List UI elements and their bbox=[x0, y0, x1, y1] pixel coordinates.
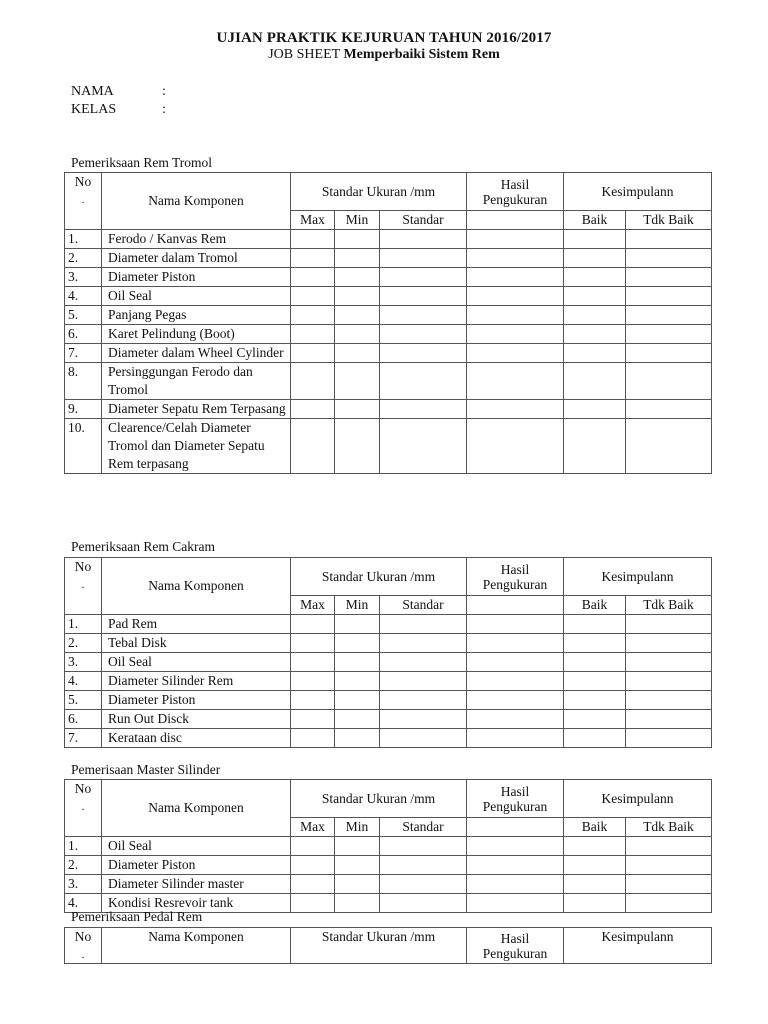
header-component-name: Nama Komponen bbox=[102, 558, 291, 615]
table-row bbox=[65, 400, 712, 419]
table-disc-brake bbox=[64, 557, 712, 748]
class-label: KELAS bbox=[71, 102, 117, 117]
min-cell[interactable] bbox=[335, 344, 380, 363]
header-result-line2: Pengukuran bbox=[482, 191, 548, 207]
min-cell[interactable] bbox=[335, 634, 380, 653]
min-cell[interactable] bbox=[335, 691, 380, 710]
good-cell[interactable] bbox=[564, 837, 626, 856]
row-number: 3. bbox=[65, 875, 102, 894]
header-max: Max bbox=[291, 596, 335, 615]
table-drum-brake bbox=[64, 172, 712, 474]
min-cell[interactable] bbox=[335, 306, 380, 325]
result-cell[interactable] bbox=[467, 710, 564, 729]
min-cell[interactable] bbox=[335, 287, 380, 306]
standard-cell[interactable] bbox=[380, 400, 467, 419]
row-number: 3. bbox=[65, 653, 102, 672]
header-result-line2: Pengukuran bbox=[482, 945, 548, 961]
standard-cell[interactable] bbox=[380, 419, 467, 474]
row-number: 2. bbox=[65, 249, 102, 268]
good-cell[interactable] bbox=[564, 400, 626, 419]
header-no-dot: . bbox=[81, 194, 85, 206]
good-cell[interactable] bbox=[564, 419, 626, 474]
min-cell[interactable] bbox=[335, 856, 380, 875]
row-number: 10. bbox=[65, 419, 102, 474]
max-cell[interactable] bbox=[291, 249, 335, 268]
row-number: 1. bbox=[65, 615, 102, 634]
table-row bbox=[65, 325, 712, 344]
table-row bbox=[65, 615, 712, 634]
result-cell[interactable] bbox=[467, 856, 564, 875]
not-good-cell[interactable] bbox=[626, 653, 712, 672]
table-row bbox=[65, 634, 712, 653]
not-good-cell[interactable] bbox=[626, 287, 712, 306]
header-measurement-result bbox=[467, 928, 564, 964]
result-cell[interactable] bbox=[467, 363, 564, 400]
good-cell[interactable] bbox=[564, 268, 626, 287]
standard-cell[interactable] bbox=[380, 894, 467, 913]
good-cell[interactable] bbox=[564, 875, 626, 894]
header-no-label: No bbox=[74, 174, 92, 189]
header-measurement-result bbox=[467, 558, 564, 596]
row-number: 5. bbox=[65, 691, 102, 710]
header-measurement-result bbox=[467, 780, 564, 818]
header-component-name: Nama Komponen bbox=[102, 780, 291, 837]
table-row bbox=[65, 268, 712, 287]
not-good-cell[interactable] bbox=[626, 672, 712, 691]
header-no-dot: . bbox=[81, 801, 85, 813]
class-colon: : bbox=[162, 102, 166, 117]
good-cell[interactable] bbox=[564, 363, 626, 400]
table-row bbox=[65, 837, 712, 856]
table-row bbox=[65, 653, 712, 672]
max-cell[interactable] bbox=[291, 615, 335, 634]
max-cell[interactable] bbox=[291, 672, 335, 691]
standard-cell[interactable] bbox=[380, 615, 467, 634]
header-no bbox=[65, 558, 102, 615]
table-row bbox=[65, 729, 712, 748]
min-cell[interactable] bbox=[335, 419, 380, 474]
max-cell[interactable] bbox=[291, 653, 335, 672]
max-cell[interactable] bbox=[291, 287, 335, 306]
header-row bbox=[65, 780, 712, 818]
row-component-name: Persinggungan Ferodo dan Tromol bbox=[102, 363, 291, 400]
header-conclusion: Kesimpulann bbox=[564, 928, 712, 964]
row-component-name: Oil Seal bbox=[102, 653, 291, 672]
header-no bbox=[65, 173, 102, 230]
good-cell[interactable] bbox=[564, 856, 626, 875]
max-cell[interactable] bbox=[291, 729, 335, 748]
min-cell[interactable] bbox=[335, 363, 380, 400]
result-cell[interactable] bbox=[467, 729, 564, 748]
header-no-label: No bbox=[74, 929, 92, 944]
good-cell[interactable] bbox=[564, 287, 626, 306]
header-result-line1: Hasil bbox=[500, 561, 530, 577]
row-number: 5. bbox=[65, 306, 102, 325]
row-component-name: Oil Seal bbox=[102, 287, 291, 306]
max-cell[interactable] bbox=[291, 419, 335, 474]
row-component-name: Pad Rem bbox=[102, 615, 291, 634]
row-number: 6. bbox=[65, 325, 102, 344]
row-component-name: Diameter dalam Wheel Cylinder bbox=[102, 344, 291, 363]
section-title-brake-pedal: Pemeriksaan Pedal Rem bbox=[71, 909, 203, 924]
max-cell[interactable] bbox=[291, 691, 335, 710]
good-cell[interactable] bbox=[564, 249, 626, 268]
header-standard-size: Standar Ukuran /mm bbox=[291, 928, 467, 964]
table-row bbox=[65, 710, 712, 729]
document-subtitle bbox=[0, 47, 768, 63]
header-component-name: Nama Komponen bbox=[102, 928, 291, 964]
header-not-good: Tdk Baik bbox=[626, 818, 712, 837]
result-cell[interactable] bbox=[467, 249, 564, 268]
row-component-name: Run Out Disck bbox=[102, 710, 291, 729]
good-cell[interactable] bbox=[564, 306, 626, 325]
row-component-name: Karet Pelindung (Boot) bbox=[102, 325, 291, 344]
not-good-cell[interactable] bbox=[626, 856, 712, 875]
row-component-name: Diameter Piston bbox=[102, 268, 291, 287]
good-cell[interactable] bbox=[564, 710, 626, 729]
result-cell[interactable] bbox=[467, 615, 564, 634]
header-no bbox=[65, 928, 102, 964]
min-cell[interactable] bbox=[335, 230, 380, 249]
table-row bbox=[65, 249, 712, 268]
good-cell[interactable] bbox=[564, 634, 626, 653]
header-min: Min bbox=[335, 211, 380, 230]
result-cell[interactable] bbox=[467, 875, 564, 894]
good-cell[interactable] bbox=[564, 729, 626, 748]
standard-cell[interactable] bbox=[380, 325, 467, 344]
table-brake-pedal bbox=[64, 927, 712, 964]
row-component-name: Tebal Disk bbox=[102, 634, 291, 653]
min-cell[interactable] bbox=[335, 875, 380, 894]
result-cell[interactable] bbox=[467, 419, 564, 474]
header-no-dot: . bbox=[81, 579, 85, 591]
header-result-blank bbox=[467, 596, 564, 615]
max-cell[interactable] bbox=[291, 837, 335, 856]
row-number: 9. bbox=[65, 400, 102, 419]
header-result-line1: Hasil bbox=[500, 783, 530, 799]
not-good-cell[interactable] bbox=[626, 344, 712, 363]
not-good-cell[interactable] bbox=[626, 875, 712, 894]
section-title-drum-brake: Pemeriksaan Rem Tromol bbox=[71, 155, 212, 170]
result-cell[interactable] bbox=[467, 653, 564, 672]
min-cell[interactable] bbox=[335, 325, 380, 344]
row-component-name: Diameter Sepatu Rem Terpasang bbox=[102, 400, 291, 419]
good-cell[interactable] bbox=[564, 653, 626, 672]
result-cell[interactable] bbox=[467, 306, 564, 325]
max-cell[interactable] bbox=[291, 400, 335, 419]
max-cell[interactable] bbox=[291, 268, 335, 287]
min-cell[interactable] bbox=[335, 653, 380, 672]
standard-cell[interactable] bbox=[380, 306, 467, 325]
standard-cell[interactable] bbox=[380, 344, 467, 363]
max-cell[interactable] bbox=[291, 363, 335, 400]
table-master-cylinder bbox=[64, 779, 712, 913]
row-number: 7. bbox=[65, 729, 102, 748]
standard-cell[interactable] bbox=[380, 653, 467, 672]
standard-cell[interactable] bbox=[380, 268, 467, 287]
not-good-cell[interactable] bbox=[626, 419, 712, 474]
not-good-cell[interactable] bbox=[626, 837, 712, 856]
standard-cell[interactable] bbox=[380, 729, 467, 748]
table-row bbox=[65, 344, 712, 363]
result-cell[interactable] bbox=[467, 634, 564, 653]
header-no-label: No bbox=[74, 781, 92, 796]
not-good-cell[interactable] bbox=[626, 268, 712, 287]
good-cell[interactable] bbox=[564, 325, 626, 344]
table-row bbox=[65, 230, 712, 249]
not-good-cell[interactable] bbox=[626, 400, 712, 419]
header-standard-size: Standar Ukuran /mm bbox=[291, 780, 467, 818]
table-row bbox=[65, 287, 712, 306]
table-row bbox=[65, 875, 712, 894]
header-standard: Standar bbox=[380, 211, 467, 230]
header-measurement-result bbox=[467, 173, 564, 211]
result-cell[interactable] bbox=[467, 325, 564, 344]
row-number: 4. bbox=[65, 894, 102, 913]
good-cell[interactable] bbox=[564, 672, 626, 691]
max-cell[interactable] bbox=[291, 634, 335, 653]
result-cell[interactable] bbox=[467, 287, 564, 306]
name-colon: : bbox=[162, 84, 166, 99]
table-row bbox=[65, 672, 712, 691]
header-not-good: Tdk Baik bbox=[626, 596, 712, 615]
header-standard-size: Standar Ukuran /mm bbox=[291, 173, 467, 211]
row-number: 3. bbox=[65, 268, 102, 287]
row-number: 2. bbox=[65, 856, 102, 875]
row-number: 6. bbox=[65, 710, 102, 729]
not-good-cell[interactable] bbox=[626, 710, 712, 729]
header-standard: Standar bbox=[380, 596, 467, 615]
not-good-cell[interactable] bbox=[626, 230, 712, 249]
standard-cell[interactable] bbox=[380, 672, 467, 691]
not-good-cell[interactable] bbox=[626, 306, 712, 325]
header-no bbox=[65, 780, 102, 837]
table-row bbox=[65, 419, 712, 474]
header-good: Baik bbox=[564, 596, 626, 615]
table-row bbox=[65, 306, 712, 325]
header-conclusion: Kesimpulann bbox=[564, 558, 712, 596]
good-cell[interactable] bbox=[564, 230, 626, 249]
header-result-blank bbox=[467, 818, 564, 837]
good-cell[interactable] bbox=[564, 691, 626, 710]
max-cell[interactable] bbox=[291, 710, 335, 729]
result-cell[interactable] bbox=[467, 400, 564, 419]
standard-cell[interactable] bbox=[380, 856, 467, 875]
min-cell[interactable] bbox=[335, 894, 380, 913]
header-result-line2: Pengukuran bbox=[482, 798, 548, 814]
document-title: UJIAN PRAKTIK KEJURUAN TAHUN 2016/2017 bbox=[216, 30, 552, 46]
table-row bbox=[65, 856, 712, 875]
not-good-cell[interactable] bbox=[626, 363, 712, 400]
row-component-name: Kondisi Resrevoir tank bbox=[102, 894, 291, 913]
subtitle-prefix: JOB SHEET bbox=[268, 47, 344, 62]
standard-cell[interactable] bbox=[380, 875, 467, 894]
not-good-cell[interactable] bbox=[626, 691, 712, 710]
max-cell[interactable] bbox=[291, 856, 335, 875]
header-conclusion: Kesimpulann bbox=[564, 173, 712, 211]
not-good-cell[interactable] bbox=[626, 325, 712, 344]
row-component-name: Diameter Silinder master bbox=[102, 875, 291, 894]
result-cell[interactable] bbox=[467, 691, 564, 710]
header-no-label: No bbox=[74, 559, 92, 574]
header-min: Min bbox=[335, 596, 380, 615]
class-line bbox=[71, 102, 166, 118]
min-cell[interactable] bbox=[335, 672, 380, 691]
row-number: 4. bbox=[65, 672, 102, 691]
header-no-dot: . bbox=[81, 949, 85, 961]
min-cell[interactable] bbox=[335, 615, 380, 634]
header-result-line2: Pengukuran bbox=[482, 576, 548, 592]
good-cell[interactable] bbox=[564, 615, 626, 634]
header-result-line1: Hasil bbox=[500, 930, 530, 946]
standard-cell[interactable] bbox=[380, 230, 467, 249]
standard-cell[interactable] bbox=[380, 710, 467, 729]
not-good-cell[interactable] bbox=[626, 634, 712, 653]
standard-cell[interactable] bbox=[380, 363, 467, 400]
not-good-cell[interactable] bbox=[626, 894, 712, 913]
header-row bbox=[65, 928, 712, 964]
header-conclusion: Kesimpulann bbox=[564, 780, 712, 818]
min-cell[interactable] bbox=[335, 729, 380, 748]
row-number: 1. bbox=[65, 230, 102, 249]
result-cell[interactable] bbox=[467, 837, 564, 856]
standard-cell[interactable] bbox=[380, 691, 467, 710]
header-row bbox=[65, 173, 712, 211]
name-line bbox=[71, 84, 166, 100]
header-component-name: Nama Komponen bbox=[102, 173, 291, 230]
header-standard-size: Standar Ukuran /mm bbox=[291, 558, 467, 596]
row-component-name: Ferodo / Kanvas Rem bbox=[102, 230, 291, 249]
row-component-name: Oil Seal bbox=[102, 837, 291, 856]
good-cell[interactable] bbox=[564, 894, 626, 913]
header-result-line1: Hasil bbox=[500, 176, 530, 192]
not-good-cell[interactable] bbox=[626, 729, 712, 748]
section-title-master-cylinder: Pemerisaan Master Silinder bbox=[71, 762, 221, 777]
not-good-cell[interactable] bbox=[626, 615, 712, 634]
row-component-name: Panjang Pegas bbox=[102, 306, 291, 325]
result-cell[interactable] bbox=[467, 230, 564, 249]
header-row bbox=[65, 558, 712, 596]
result-cell[interactable] bbox=[467, 268, 564, 287]
section-title-disc-brake: Pemeriksaan Rem Cakram bbox=[71, 539, 215, 554]
result-cell[interactable] bbox=[467, 344, 564, 363]
good-cell[interactable] bbox=[564, 344, 626, 363]
row-number: 2. bbox=[65, 634, 102, 653]
standard-cell[interactable] bbox=[380, 634, 467, 653]
standard-cell[interactable] bbox=[380, 837, 467, 856]
row-component-name: Diameter Silinder Rem bbox=[102, 672, 291, 691]
min-cell[interactable] bbox=[335, 268, 380, 287]
header-good: Baik bbox=[564, 818, 626, 837]
max-cell[interactable] bbox=[291, 894, 335, 913]
standard-cell[interactable] bbox=[380, 287, 467, 306]
table-row bbox=[65, 691, 712, 710]
result-cell[interactable] bbox=[467, 672, 564, 691]
max-cell[interactable] bbox=[291, 344, 335, 363]
max-cell[interactable] bbox=[291, 325, 335, 344]
row-component-name: Diameter Piston bbox=[102, 856, 291, 875]
header-min: Min bbox=[335, 818, 380, 837]
row-component-name: Diameter dalam Tromol bbox=[102, 249, 291, 268]
min-cell[interactable] bbox=[335, 710, 380, 729]
min-cell[interactable] bbox=[335, 249, 380, 268]
table-row bbox=[65, 363, 712, 400]
max-cell[interactable] bbox=[291, 230, 335, 249]
min-cell[interactable] bbox=[335, 837, 380, 856]
not-good-cell[interactable] bbox=[626, 249, 712, 268]
row-component-name: Diameter Piston bbox=[102, 691, 291, 710]
name-label: NAMA bbox=[71, 84, 114, 99]
min-cell[interactable] bbox=[335, 400, 380, 419]
subtitle-bold: Memperbaiki Sistem Rem bbox=[343, 47, 500, 62]
header-max: Max bbox=[291, 818, 335, 837]
row-number: 4. bbox=[65, 287, 102, 306]
header-good: Baik bbox=[564, 211, 626, 230]
header-standard: Standar bbox=[380, 818, 467, 837]
row-component-name: Clearence/Celah Diameter Tromol dan Diameter Sepatu Rem terpasang bbox=[102, 419, 291, 474]
row-number: 1. bbox=[65, 837, 102, 856]
row-number: 8. bbox=[65, 363, 102, 400]
header-result-blank bbox=[467, 211, 564, 230]
standard-cell[interactable] bbox=[380, 249, 467, 268]
header-not-good: Tdk Baik bbox=[626, 211, 712, 230]
result-cell[interactable] bbox=[467, 894, 564, 913]
max-cell[interactable] bbox=[291, 306, 335, 325]
row-number: 7. bbox=[65, 344, 102, 363]
max-cell[interactable] bbox=[291, 875, 335, 894]
row-component-name: Kerataan disc bbox=[102, 729, 291, 748]
header-max: Max bbox=[291, 211, 335, 230]
